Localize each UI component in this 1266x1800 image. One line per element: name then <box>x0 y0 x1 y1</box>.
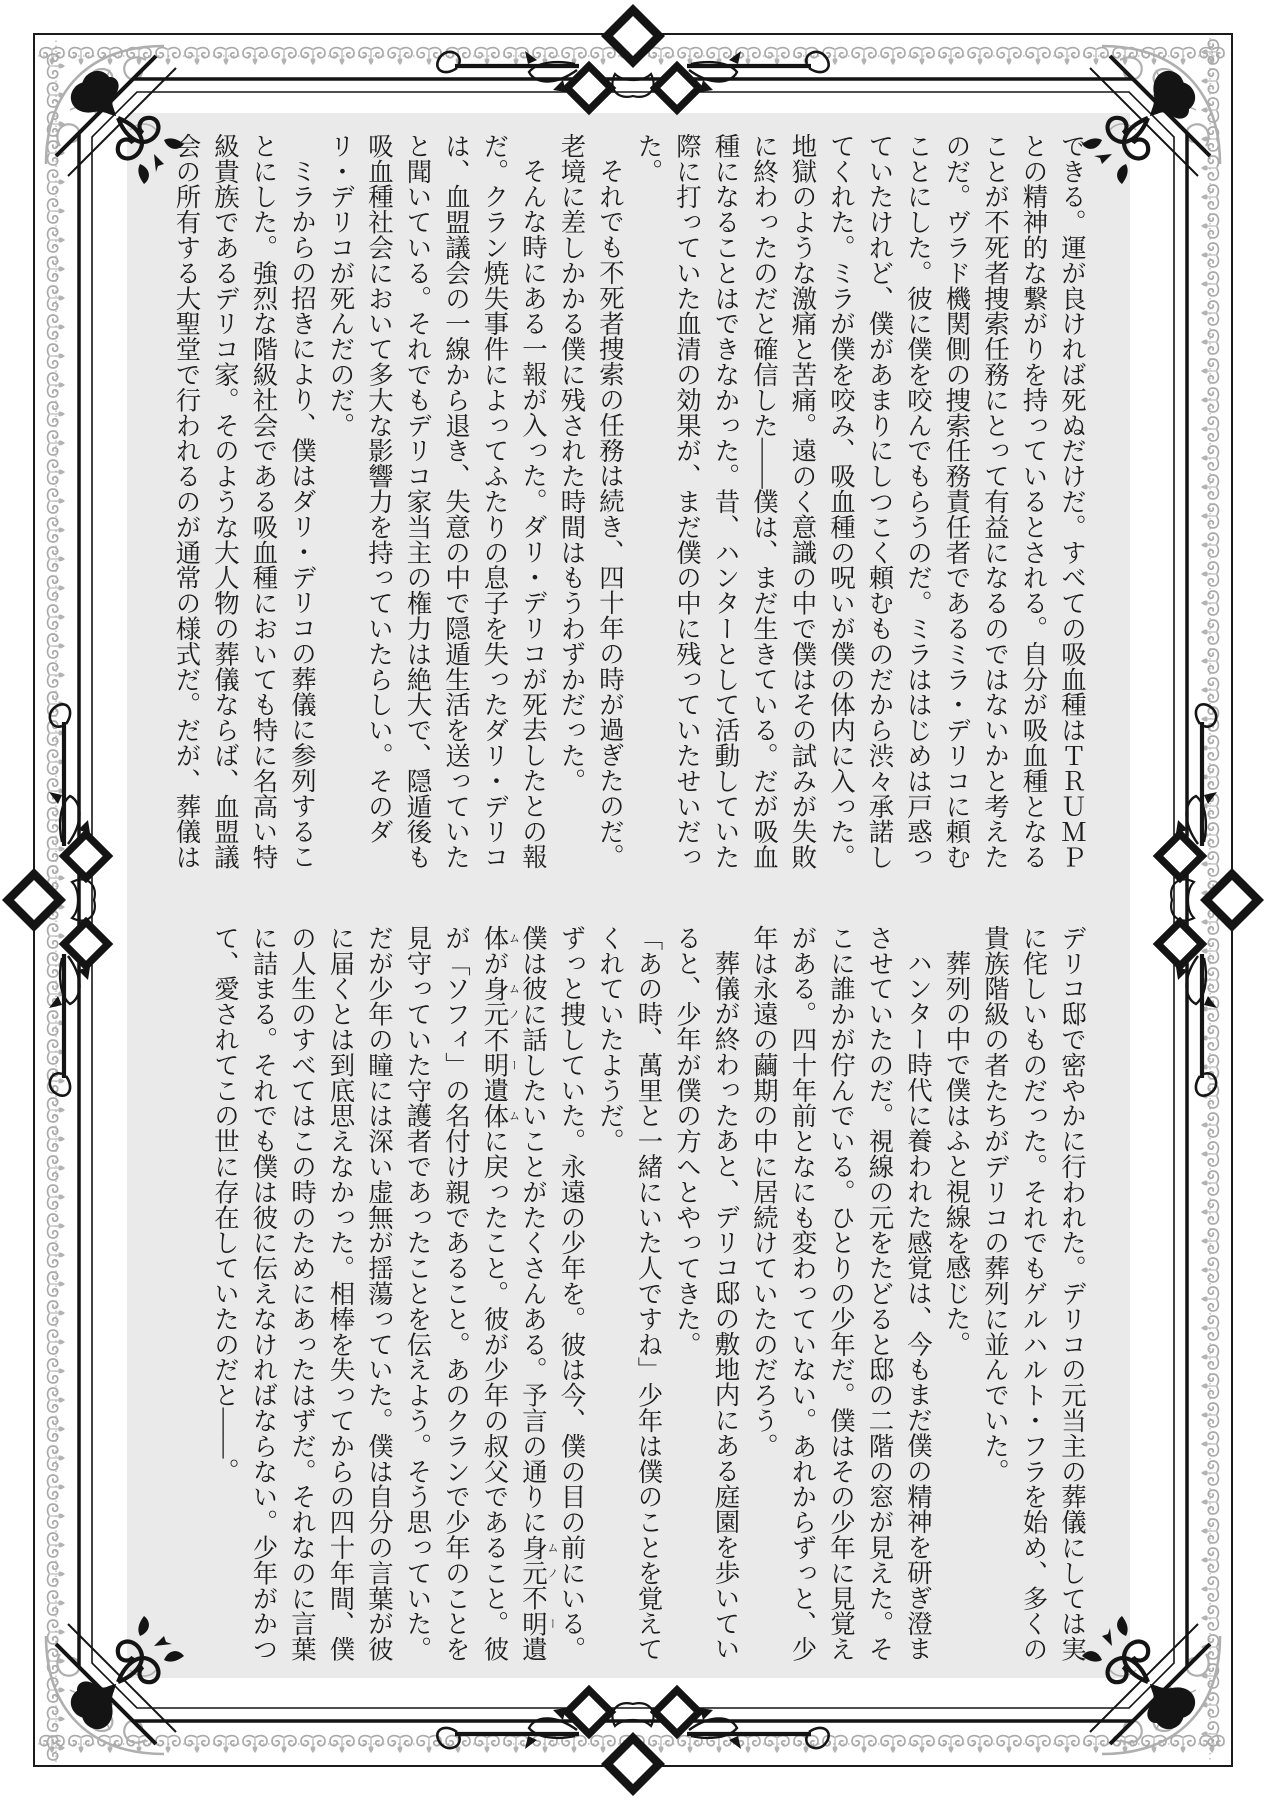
paragraph: デリコ邸で密やかに行われた。デリコの元当主の葬儀にしては実に侘しいものだった。それでもゲルハルト・フラを始め、多くの貴族階級の者たちがデリコの葬列に並んでいた。 <box>981 925 1086 1662</box>
diamond-ornament-icon <box>437 1690 828 1790</box>
paragraph: 「あの時、萬里と一緒にいた人ですね」少年は僕のことを覚えてくれていたようだ。 <box>596 925 663 1662</box>
em-dash: —— <box>750 437 778 489</box>
diamond-ornament-icon <box>8 704 108 1095</box>
paragraph: できる。運が良ければ死ぬだけだ。すべての吸血種はＴＲＵＭＰとの精神的な繋がりを持っているとされる。自分が吸血種となることが不死者捜索任務にとって有益になるのではないかと考えたのだ。ヴラド機関側の捜索任務責任者であるミラ・デリコに頼むことにした。彼に僕を咬んでもらうのだ。ミラははじめは戸惑っていたけれど、僕があまりにしつこく頼むものだから渋々承諾してくれた。ミラが僕を咬み、吸血種の呪いが僕の体内に入った。地獄のような激痛と苦痛。遠のく意識の中で僕はその試みが失敗に終わったのだと確信した——僕は、まだ生きている。だが吸血種になることはできなかった。昔、ハンターとして活動していた際に打っていた血清の効果が、まだ僕の中に残っていたせいだった。 <box>634 133 1086 870</box>
paragraph: そんな時にある一報が入った。ダリ・デリコが死去したとの報だ。クラン焼失事件によってふたりの息子を失ったダリ・デリコは、血盟議会の一線から退き、失意の中で隠遁生活を送っていたと聞いている。それでもデリコ家当主の権力は絶大で、隠遁後も吸血種社会において多大な影響力を持っていたらしい。そのダリ・デリコが死んだのだ。 <box>326 133 547 870</box>
paragraph: ずっと捜していた。永遠の少年を。彼は今、僕の目の前にいる。僕は彼に話したいことがたくさんある。予言の通りに身 ム元 ノ不明 ー遺体 ムが身 ム元 ノ不明 ー遺体 ムに戻ったこと。彼が少年の叔父であること。彼が「ソフィ」の名付け親であること。あのクランで少年のことを見守っていた守護者であったことを伝えよう。そう思っていた。 <box>403 925 586 1662</box>
em-dash: —— <box>211 1407 239 1459</box>
text-block-bottom <box>165 925 1091 1670</box>
corner-fleur-icon <box>1082 1616 1210 1744</box>
paragraph: だが少年の瞳には深い虚無が揺蕩っていた。僕は自分の言葉が彼に届くとは到底思えなかった。相棒を失ってからの四十年間、僕の人生のすべてはこの時のためにあったはずだ。それなのに言葉に詰まる。それでも僕は彼に伝えなければならない。少年がかつて、愛されてこの世に存在していたのだと——。 <box>211 925 393 1662</box>
paragraph: ハンター時代に養われた感覚は、今もまだ僕の精神を研ぎ澄まさせていたのだ。視線の元をたどると邸の二階の窓が見えた。そこに誰かが佇んでいる。ひとりの少年だ。僕はその少年に見覚えがある。四十年前となにも変わっていない。あれからずっと、少年は永遠の繭期の中に居続けていたのだろう。 <box>750 925 932 1662</box>
paragraph: 葬列の中で僕はふと視線を感じた。 <box>942 950 971 1357</box>
ruby-annotated-text: 体 ム <box>480 925 520 951</box>
paragraph: それでも不死者捜索の任務は続き、四十年の時が過ぎたのだ。老境に差しかかる僕に残された時間はもうわずかだった。 <box>557 133 624 870</box>
ruby-annotated-text: 元 ノ <box>519 1560 558 1586</box>
ruby-annotated-text: 体 ム <box>480 1102 520 1129</box>
ruby-annotated-text: 遺 <box>480 1077 509 1103</box>
ruby-annotated-text: 身 ム <box>480 975 520 1002</box>
ruby-annotated-text: 不 <box>519 1585 547 1611</box>
ruby-annotated-text: 遺 <box>519 1636 547 1662</box>
paragraph: ミラからの招きにより、僕はダリ・デリコの葬儀に参列することにした。強烈な階級社会である吸血種においても特に名高い特級貴族であるデリコ家。そのような大人物の葬儀ならば、血盟議会の所有する大聖堂で行われるのが通常の様式だ。だが、葬儀は <box>172 133 316 870</box>
ruby-annotated-text: 不 <box>480 1026 509 1053</box>
diamond-ornament-icon <box>1158 704 1258 1095</box>
ruby-annotated-text: 元 ノ <box>480 1001 520 1027</box>
corner-fleur-icon <box>1082 56 1210 184</box>
ruby-annotated-text: 明 ー <box>519 1610 558 1637</box>
paragraph: 葬儀が終わったあと、デリコ邸の敷地内にある庭園を歩いていると、少年が僕の方へとやってきた。 <box>673 925 740 1662</box>
diamond-ornament-icon <box>437 10 828 110</box>
ruby-annotated-text: 明 ー <box>480 1052 520 1078</box>
text-block-top <box>165 133 1091 878</box>
ruby-annotated-text: 身 ム <box>519 1534 558 1561</box>
